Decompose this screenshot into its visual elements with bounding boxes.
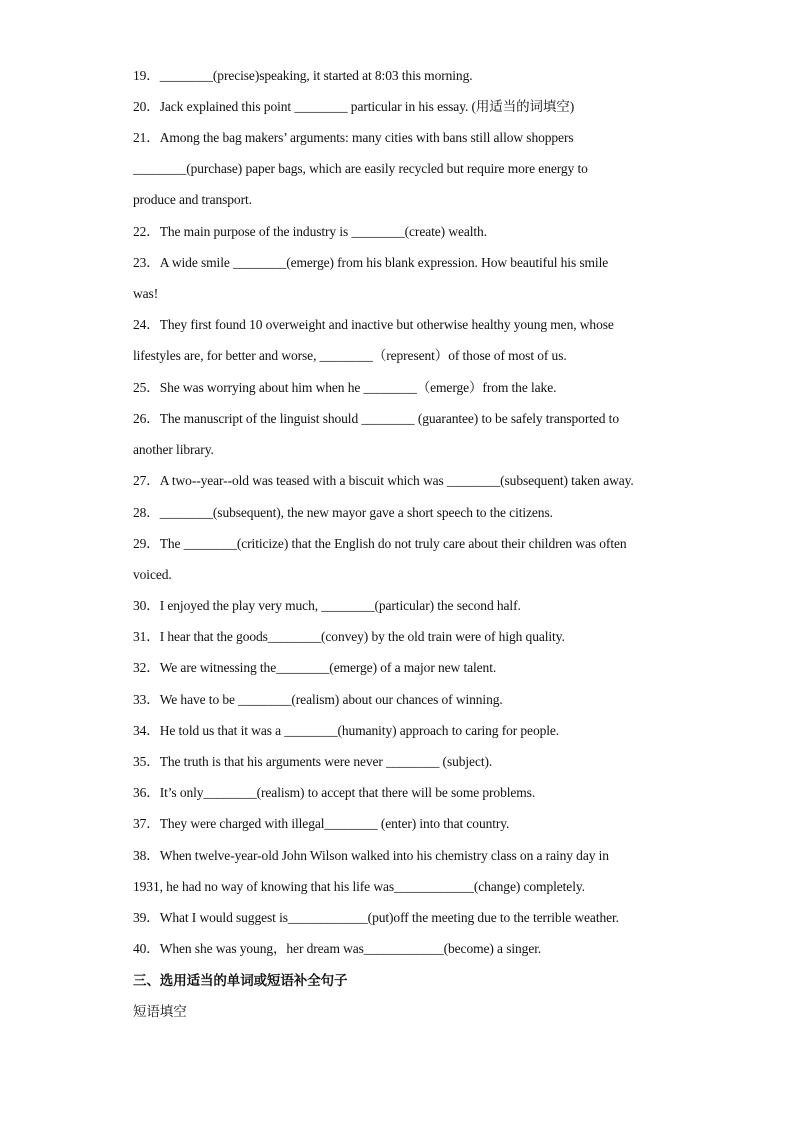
question-39-line: 39．What I would suggest is____________(put)off the meeting due to the terrible weather. (133, 910, 619, 925)
question-30-line: 30．I enjoyed the play very much, ________(particular) the second half. (133, 598, 521, 613)
question-32-line: 32．We are witnessing the________(emerge) of a major new talent. (133, 660, 497, 675)
question-21-line-3: produce and transport. (133, 192, 252, 207)
question-33-line: 33．We have to be ________(realism) about our chances of winning. (133, 692, 503, 707)
question-21-line-2: ________(purchase) paper bags, which are easily recycled but require more energy to (133, 161, 588, 176)
question-38-line-2: 1931, he had no way of knowing that his life was____________(change) completely. (133, 879, 585, 894)
question-20-line: 20．Jack explained this point ________ particular in his essay. (用适当的词填空) (133, 99, 575, 114)
question-24-line-1: 24．They first found 10 overweight and inactive but otherwise healthy young men, whose (133, 317, 614, 332)
question-29-line-1: 29．The ________(criticize) that the English do not truly care about their children was often (133, 536, 627, 551)
question-23-line-1: 23．A wide smile ________(emerge) from his blank expression. How beautiful his smile (133, 255, 609, 270)
question-19-line: 19．________(precise)speaking, it started at 8:03 this morning. (133, 68, 473, 83)
question-23-line-2: was! (133, 286, 159, 301)
question-25-line: 25．She was worrying about him when he ________（emerge）from the lake. (133, 380, 557, 395)
question-37-line: 37．They were charged with illegal________ (enter) into that country. (133, 816, 510, 831)
question-31-line: 31．I hear that the goods________(convey) by the old train were of high quality. (133, 629, 565, 644)
question-38-line-1: 38．When twelve-year-old John Wilson walked into his chemistry class on a rainy day in (133, 848, 609, 863)
question-29-line-2: voiced. (133, 567, 172, 582)
question-21-line-1: 21．Among the bag makers’ arguments: many cities with bans still allow shoppers (133, 130, 574, 145)
question-28-line: 28．________(subsequent), the new mayor gave a short speech to the citizens. (133, 505, 553, 520)
question-40-line: 40．When she was young，her dream was____________(become) a singer. (133, 941, 542, 956)
question-34-line: 34．He told us that it was a ________(humanity) approach to caring for people. (133, 723, 560, 738)
question-26-line-1: 26．The manuscript of the linguist should ________ (guarantee) to be safely transported to (133, 411, 619, 426)
question-22-line: 22．The main purpose of the industry is ________(create) wealth. (133, 224, 487, 239)
question-36-line: 36．It’s only________(realism) to accept that there will be some problems. (133, 785, 536, 800)
question-27-line: 27．A two--year--old was teased with a biscuit which was ________(subsequent) taken away. (133, 473, 634, 488)
question-26-line-2: another library. (133, 442, 214, 457)
question-35-line: 35．The truth is that his arguments were never ________ (subject). (133, 754, 493, 769)
section-subheading: 短语填空 (133, 1004, 187, 1020)
section-heading: 三、选用适当的单词或短语补全句子 (133, 973, 348, 989)
question-24-line-2: lifestyles are, for better and worse, ________（represent）of those of most of us. (133, 348, 567, 363)
